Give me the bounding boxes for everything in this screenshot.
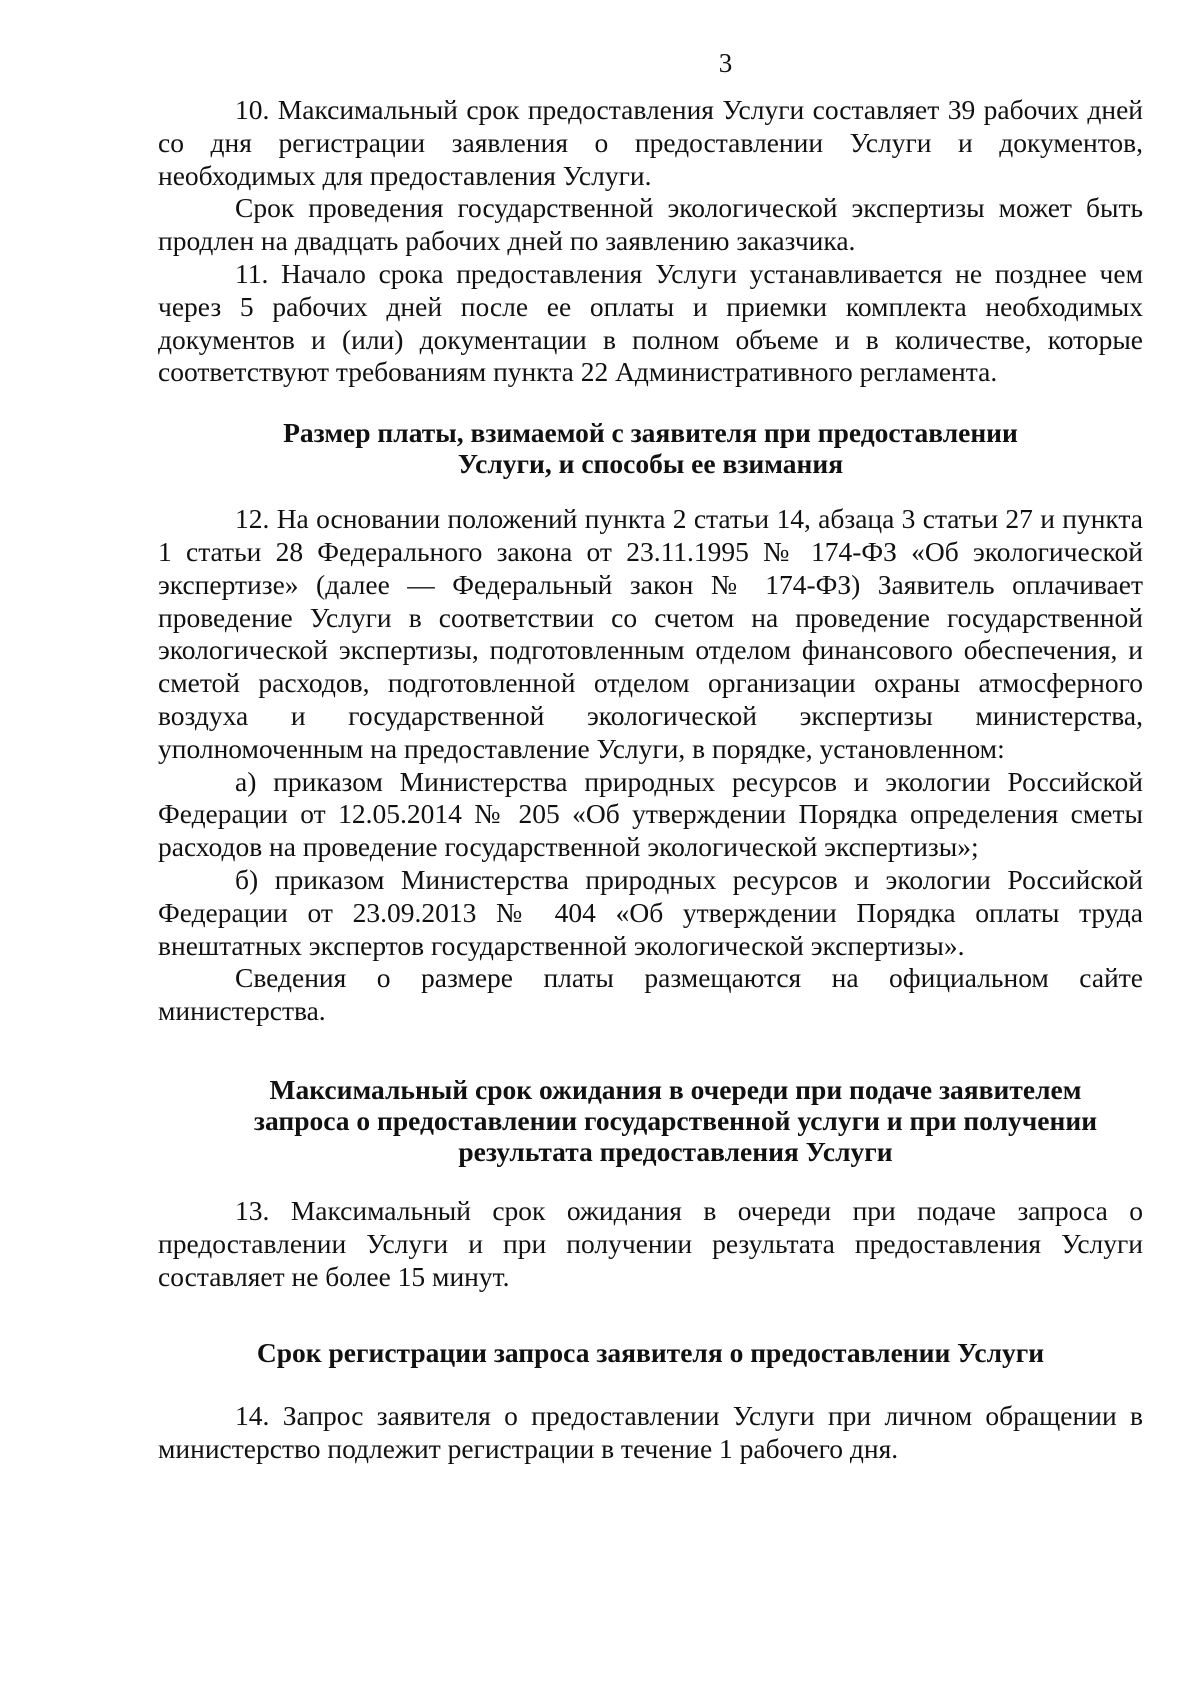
paragraph-fee-info: Сведения о размере платы размещаются на официальном сайте министерства. — [158, 962, 1143, 1027]
paragraph-12: 12. На основании положений пункта 2 статьи 14, абзаца 3 статьи 27 и пункта 1 статьи 28 Федерального закона от 23.11.1995 № 174-ФЗ «Об экологической экспертизе» (далее — Федеральный закон № 174-ФЗ) Заявитель оплачивает проведение Услуги в соответствии со счетом на проведение государственной экологической экспертизы, подготовленным отделом финансового обеспечения, и сметой расходов, подготовленной отделом организации охраны атмосферного воздуха и государственной экологической экспертизы министерства, уполномоченным на предоставление Услуги, в порядке, установленном: — [158, 503, 1143, 764]
section-heading-line: Максимальный срок ожидания в очереди при подаче заявителем — [269, 1073, 1082, 1105]
section-heading-queue — [158, 1074, 1143, 1167]
paragraph-14: 14. Запрос заявителя о предоставлении Услуги при личном обращении в министерство подлежит регистрации в течение 1 рабочего дня. — [158, 1400, 1143, 1465]
paragraph-12-a: а) приказом Министерства природных ресурсов и экологии Российской Федерации от 12.05.2014 № 205 «Об утверждении Порядка определения сметы расходов на проведение государственной экологической экспертизы»; — [158, 765, 1143, 863]
paragraph-10: 10. Максимальный срок предоставления Услуги составляет 39 рабочих дней со дня регистрации заявления о предоставлении Услуги и документов, необходимых для предоставления Услуги. — [158, 94, 1143, 191]
section-heading-fee — [158, 417, 1143, 479]
paragraph-10-extension: Срок проведения государственной экологической экспертизы может быть продлен на двадцать рабочих дней по заявлению заказчика. — [158, 192, 1143, 257]
section-heading-line: Срок регистрации запроса заявителя о предоставлении Услуги — [256, 1337, 1045, 1369]
section-heading-line: Услуги, и способы ее взимания — [457, 448, 844, 480]
document-page — [158, 48, 1143, 1466]
section-heading-line: результата предоставления Услуги — [458, 1135, 893, 1167]
paragraph-11: 11. Начало срока предоставления Услуги устанавливается не позднее чем через 5 рабочих дней после ее оплаты и приемки комплекта необходимых документов и (или) документации в полном объеме и в количестве, которые соответствуют требованиям пункта 22 Административного регламента. — [158, 257, 1143, 388]
section-heading-line: Размер платы, взимаемой с заявителя при предоставлении — [283, 417, 1018, 449]
section-heading-registration — [158, 1337, 1143, 1368]
paragraph-12-b: б) приказом Министерства природных ресурсов и экологии Российской Федерации от 23.09.2013 № 404 «Об утверждении Порядка оплаты труда внештатных экспертов государственной экологической экспертизы». — [158, 863, 1143, 961]
page-number: 3 — [718, 48, 733, 78]
section-heading-line: запроса о предоставлении государственной услуги и при получении — [253, 1104, 1098, 1136]
paragraph-13: 13. Максимальный срок ожидания в очереди при подаче запроса о предоставлении Услуги и при получении результата предоставления Услуги составляет не более 15 минут. — [158, 1194, 1143, 1292]
